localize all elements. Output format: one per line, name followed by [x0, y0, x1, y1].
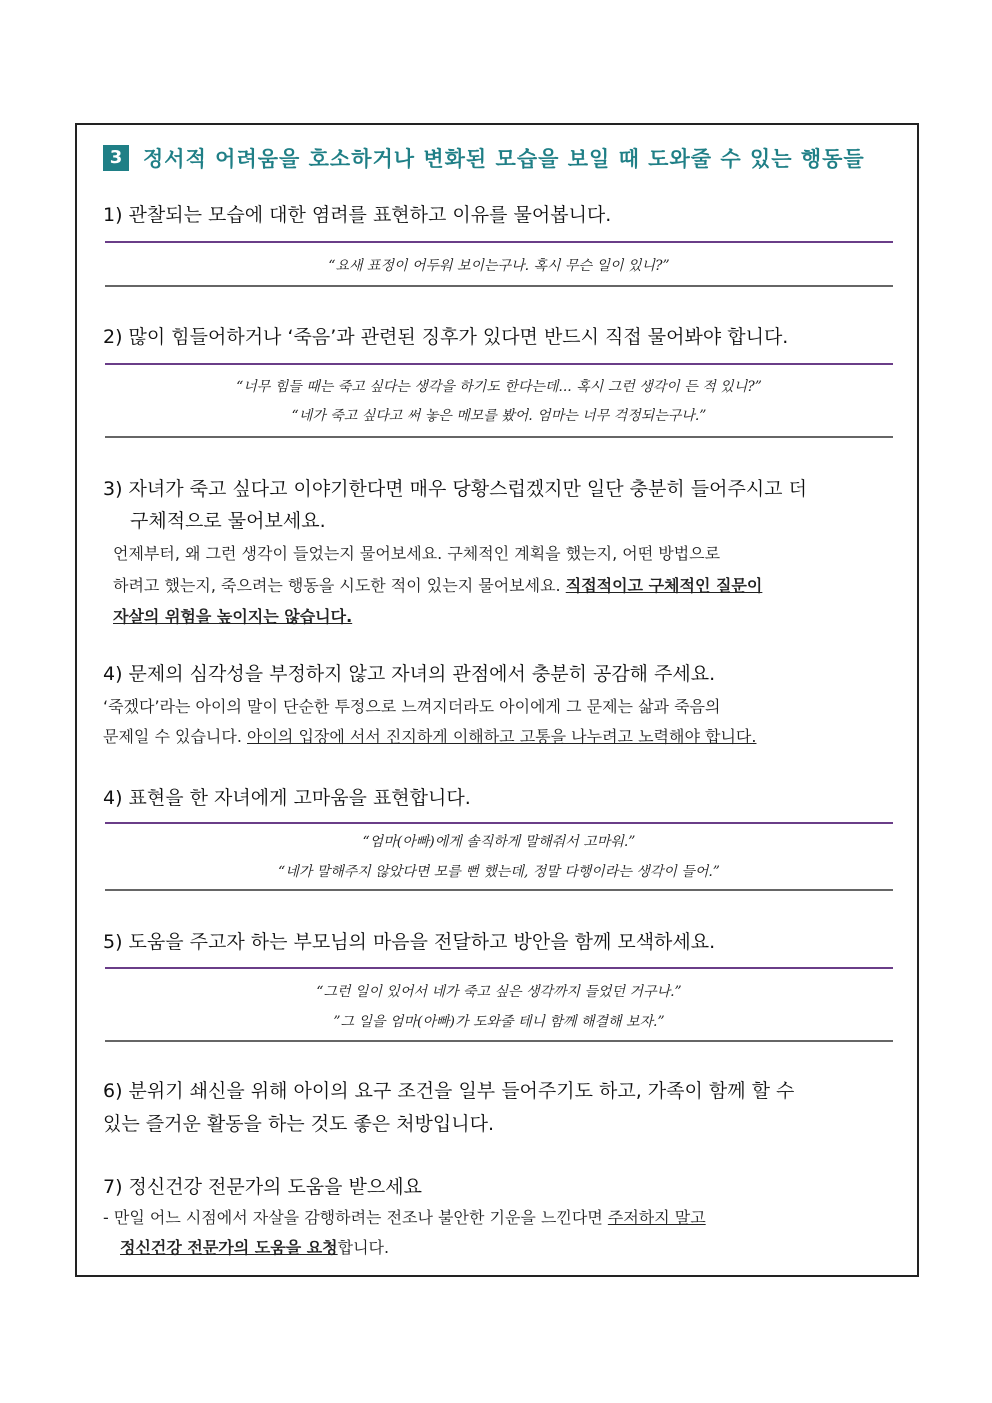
item-3-body-line-1: 언제부터, 왜 그런 생각이 들었는지 물어보세요. 구체적인 계획을 했는지, 어떤 방법으로	[113, 544, 721, 563]
item-6-heading: 5) 도움을 주고자 하는 부모님의 마음을 전달하고 방안을 함께 모색하세요.	[103, 931, 716, 953]
section-title: 정서적 어려움을 호소하거나 변화된 모습을 보일 때 도와줄 수 있는 행동들	[143, 147, 865, 171]
item-2-heading: 2) 많이 힘들어하거나 ‘죽음’과 관련된 징후가 있다면 반드시 직접 물어봐야 합니다.	[103, 326, 789, 348]
item-2-quote-2: “네가 죽고 싶다고 써 놓은 메모를 봤어. 엄마는 너무 걱정되는구나.”	[291, 408, 707, 424]
item-3-heading-line-1: 3) 자녀가 죽고 싶다고 이야기한다면 매우 당황스럽겠지만 일단 충분히 들어주시고 더	[103, 478, 807, 500]
item-8-heading: 7) 정신건강 전문가의 도움을 받으세요	[103, 1176, 422, 1198]
item-8-body-line-1	[103, 1208, 706, 1228]
item-6-quote-1: “그런 일이 있어서 네가 죽고 싶은 생각까지 들었던 거구나.”	[316, 984, 682, 1000]
item-3-emphasis-line-2: 자살의 위험을 높이지는 않습니다.	[113, 607, 353, 626]
item-4-body-line-1: ‘죽겠다’라는 아이의 말이 단순한 투정으로 느껴지더라도 아이에게 그 문제는 삶과 죽음의	[103, 697, 721, 716]
item-7-heading-line-2: 있는 즐거운 활동을 하는 것도 좋은 처방입니다.	[103, 1113, 495, 1135]
item-5-quote-2: “네가 말해주지 않았다면 모를 뻔 했는데, 정말 다행이라는 생각이 들어.”	[278, 864, 720, 880]
item-5-quote-1: “엄마(아빠)에게 솔직하게 말해줘서 고마워.”	[362, 834, 636, 850]
item-1-quote-1: “요새 표정이 어두워 보이는구나. 혹시 무슨 일이 있니?”	[328, 258, 670, 274]
item-4-heading: 4) 문제의 심각성을 부정하지 않고 자녀의 관점에서 충분히 공감해 주세요.	[103, 663, 716, 685]
item-4-emphasis: 아이의 입장에 서서 진지하게 이해하고 고통을 나누려고 노력해야 합니다.	[247, 727, 757, 746]
item-8-body-line-2	[120, 1238, 389, 1258]
divider-purple	[105, 363, 893, 365]
item-2-quote-1: “너무 힘들 때는 죽고 싶다는 생각을 하기도 한다는데... 혹시 그런 생각이 든 적 있니?”	[236, 379, 762, 395]
section-number-badge: 3	[103, 145, 129, 171]
divider-gray	[105, 1040, 893, 1042]
item-8-emphasis-2: 정신건강 전문가의 도움을 요청	[120, 1238, 338, 1257]
item-8-body-line-2-text: 합니다.	[337, 1238, 390, 1257]
item-5-heading: 4) 표현을 한 자녀에게 고마움을 표현합니다.	[103, 787, 471, 809]
item-3-body-line-2	[113, 576, 762, 596]
item-4-body-line-2-text: 문제일 수 있습니다.	[103, 727, 242, 746]
item-7-heading-line-1: 6) 분위기 쇄신을 위해 아이의 요구 조건을 일부 들어주기도 하고, 가족이 함께 할 수	[103, 1080, 795, 1102]
item-4-body-line-2	[103, 727, 756, 747]
section-heading	[103, 143, 865, 173]
item-3-body-line-2-text: 하려고 했는지, 죽으려는 행동을 시도한 적이 있는지 물어보세요.	[113, 576, 561, 595]
item-8-body-line-1-text: - 만일 어느 시점에서 자살을 감행하려는 전조나 불안한 기운을 느낀다면	[103, 1208, 603, 1227]
item-1-heading: 1) 관찰되는 모습에 대한 염려를 표현하고 이유를 물어봅니다.	[103, 204, 612, 226]
item-3-emphasis: 직접적이고 구체적인 질문이	[565, 576, 763, 595]
divider-purple	[105, 241, 893, 243]
item-8-emphasis: 주저하지 말고	[607, 1208, 706, 1227]
divider-gray	[105, 436, 893, 438]
divider-gray	[105, 889, 893, 891]
divider-gray	[105, 285, 893, 287]
item-3-heading-line-2: 구체적으로 물어보세요.	[130, 510, 326, 532]
divider-purple	[105, 967, 893, 969]
divider-purple	[105, 822, 893, 824]
item-6-quote-2: ”그 일을 엄마(아빠)가 도와줄 테니 함께 해결해 보자.”	[333, 1014, 665, 1030]
